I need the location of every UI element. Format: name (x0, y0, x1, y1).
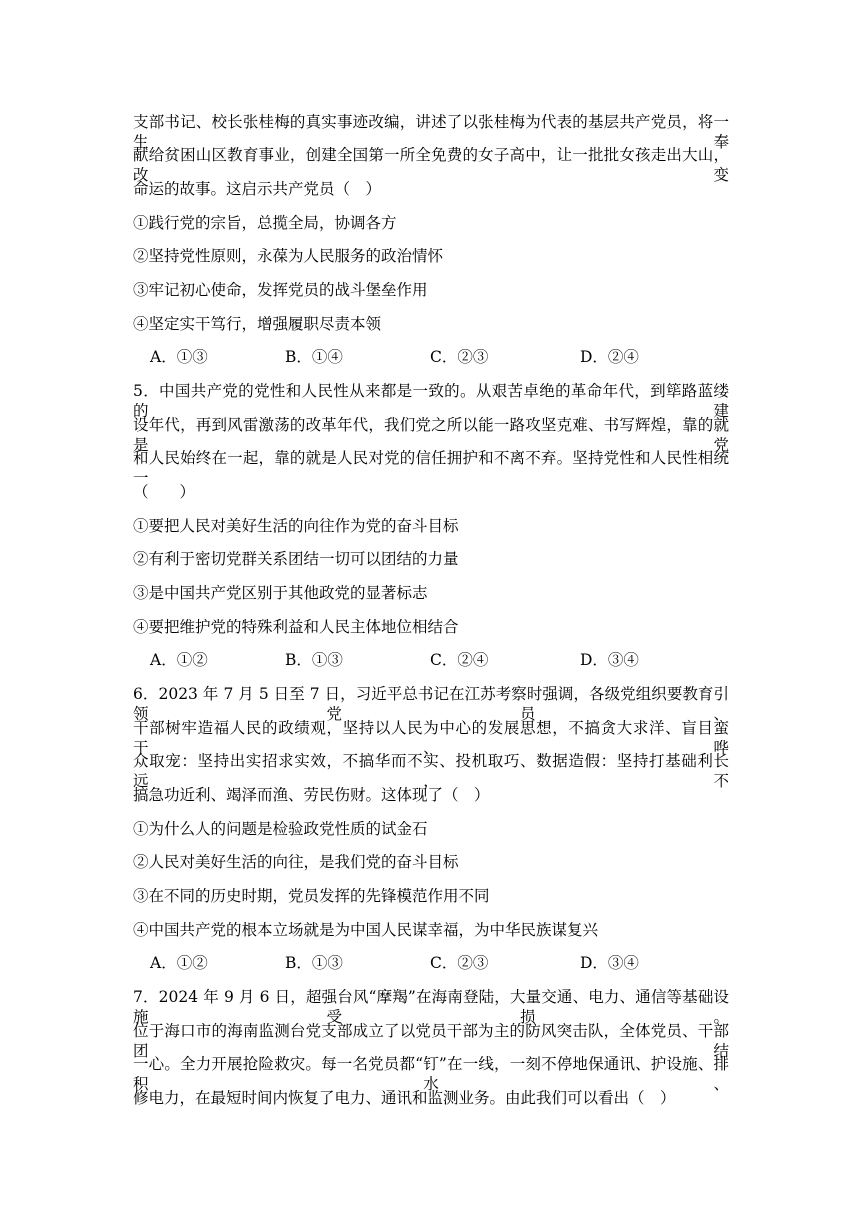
question-6-options (150, 953, 690, 973)
question-6-statement-3: ③在不同的历史时期，党员发挥的先锋模范作用不同 (133, 887, 490, 905)
question-6-option-a[interactable]: A．①② (150, 954, 208, 972)
question-4-option-c[interactable]: C．②③ (430, 348, 489, 366)
question-6-stem-line-2: 干部树牢造福人民的政绩观，坚持以人民为中心的发展思想，不搞贪大求洋、盲目蛮干、哗 (133, 719, 729, 757)
question-6-statement-1: ①为什么人的问题是检验政党性质的试金石 (133, 820, 428, 838)
question-6-stem-line-1: 6．2023 年 7 月 5 日至 7 日，习近平总书记在江苏考察时强调，各级党组织要教育引领党员、 (133, 685, 729, 723)
question-4-stem-line-1: 支部书记、校长张桂梅的真实事迹改编，讲述了以张桂梅为代表的基层共产党员，将一生奉 (133, 113, 729, 151)
question-7-stem-line-1: 7．2024 年 9 月 6 日，超强台风“摩羯”在海南登陆，大量交通、电力、通信等基础设施受损。 (133, 988, 729, 1026)
question-6-stem-line-4: 搞急功近利、竭泽而渔、劳民伤财。这体现了（ ） (133, 786, 490, 804)
question-6-option-d[interactable]: D．③④ (580, 954, 639, 972)
question-6-stem-line-3: 众取宠：坚持出实招求实效，不搞华而不实、投机取巧、数据造假：坚持打基础利长远，不 (133, 752, 729, 790)
question-5-statement-3: ③是中国共产党区别于其他政党的显著标志 (133, 584, 428, 602)
question-4-statement-2: ②坚持党性原则，永葆为人民服务的政治情怀 (133, 247, 444, 265)
question-5-option-d[interactable]: D．③④ (580, 651, 639, 669)
question-6-option-c[interactable]: C．②③ (430, 954, 489, 972)
question-5-stem-line-2: 设年代，再到风雷激荡的改革年代，我们党之所以能一路攻坚克难、书写辉煌，靠的就是党 (133, 416, 729, 454)
question-7-stem-line-3: 一心。全力开展抢险救灾。每一名党员都“钉”在一线，一刻不停地保通讯、护设施、排积水、 (133, 1055, 729, 1093)
question-5-options (150, 650, 690, 670)
question-5-stem-line-4: （ ） (133, 483, 196, 501)
question-4-option-d[interactable]: D．②④ (580, 348, 639, 366)
question-5-stem-line-1: 5．中国共产党的党性和人民性从来都是一致的。从艰苦卓绝的革命年代，到筚路蓝缕的建 (133, 382, 729, 420)
question-5-option-c[interactable]: C．②④ (430, 651, 489, 669)
question-4-stem-line-3: 命运的故事。这启示共产党员（ ） (133, 180, 382, 198)
question-5-option-b[interactable]: B．①③ (285, 651, 343, 669)
question-7-stem-line-2: 位于海口市的海南监测台党支部成立了以党员干部为主的防风突击队，全体党员、干部团结 (133, 1022, 729, 1060)
question-4-options (150, 347, 690, 367)
question-5-statement-1: ①要把人民对美好生活的向往作为党的奋斗目标 (133, 517, 459, 535)
question-5-statement-2: ②有利于密切党群关系团结一切可以团结的力量 (133, 550, 459, 568)
question-6-statement-2: ②人民对美好生活的向往，是我们党的奋斗目标 (133, 853, 459, 871)
question-5-statement-4: ④要把维护党的特殊利益和人民主体地位相结合 (133, 618, 459, 636)
question-4-statement-1: ①践行党的宗旨，总揽全局，协调各方 (133, 214, 397, 232)
question-4-stem-line-2: 献给贫困山区教育事业，创建全国第一所全免费的女子高中，让一批批女孩走出大山，改变 (133, 146, 729, 184)
question-4-statement-3: ③牢记初心使命，发挥党员的战斗堡垒作用 (133, 281, 428, 299)
question-5-stem-line-3: 和人民始终在一起，靠的就是人民对党的信任拥护和不离不弃。坚持党性和人民性相统一 (133, 449, 729, 487)
question-4-option-b[interactable]: B．①④ (285, 348, 343, 366)
question-6-statement-4: ④中国共产党的根本立场就是为中国人民谋幸福，为中华民族谋复兴 (133, 921, 599, 939)
question-6-option-b[interactable]: B．①③ (285, 954, 343, 972)
question-7-stem-line-4: 修电力，在最短时间内恢复了电力、通讯和监测业务。由此我们可以看出（ ） (133, 1089, 676, 1107)
question-4-option-a[interactable]: A．①③ (150, 348, 208, 366)
question-4-statement-4: ④坚定实干笃行，增强履职尽责本领 (133, 315, 382, 333)
question-5-option-a[interactable]: A．①② (150, 651, 208, 669)
